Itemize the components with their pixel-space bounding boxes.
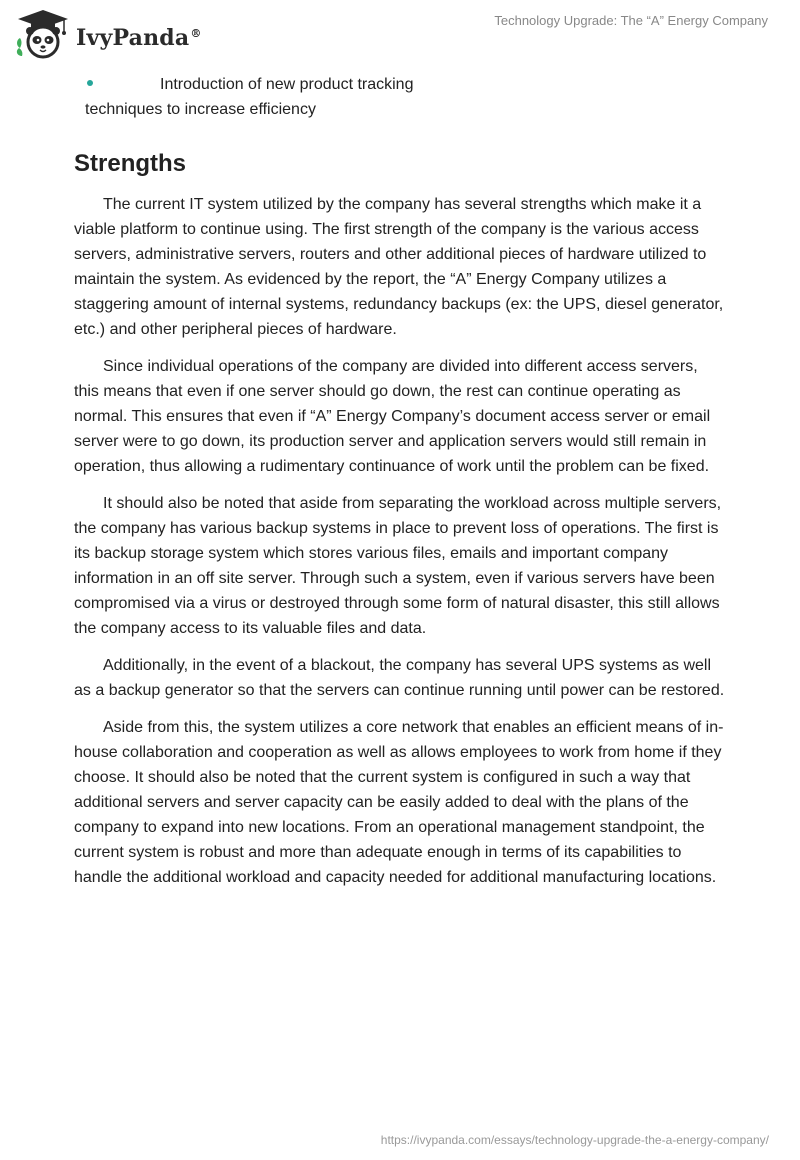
document-title: Technology Upgrade: The “A” Energy Company xyxy=(494,13,768,28)
ivypanda-logo[interactable] xyxy=(14,8,202,60)
panda-graduation-cap-icon xyxy=(14,8,72,60)
essay-content xyxy=(74,72,726,902)
paragraph-3: It should also be noted that aside from separating the workload across multiple servers, the company has various backup systems in place to prevent loss of operations. The first is its backup storage system which stores various files, emails and important company information in an off site server. Through such a system, even if various servers have been compromised via a virus or destroyed through some form of natural disaster, this still allows the company access to its valuable files and data. xyxy=(74,495,722,637)
brand-name: IvyPanda® xyxy=(76,25,202,51)
bullet-text-line-2: techniques to increase efficiency xyxy=(85,101,316,118)
paragraph-2: Since individual operations of the company are divided into different access servers, this means that even if one server should go down, the rest can continue operating as normal. This ensures that even if “A” Energy Company’s document access server or email server were to go down, its production server and application servers would still remain in operation, thus allowing a rudimentary continuance of work until the problem can be fixed. xyxy=(74,358,711,475)
registered-mark: ® xyxy=(190,26,202,40)
bullet-text-line-1: Introduction of new product tracking xyxy=(160,76,414,93)
paragraph-4: Additionally, in the event of a blackout, the company has several UPS systems as well as a backup generator so that the servers can continue running until power can be restored. xyxy=(74,657,725,699)
paragraph-1: The current IT system utilized by the company has several strengths which make it a viable platform to continue using. The first strength of the company is the various access servers, administrative servers, routers and other additional pieces of hardware utilized to maintain the system. As evidenced by the report, the “A” Energy Company utilizes a staggering amount of internal systems, redundancy backups (ex: the UPS, diesel generator, etc.) and other peripheral pieces of hardware. xyxy=(74,196,724,338)
paragraph-5: Aside from this, the system utilizes a core network that enables an efficient means of in-house collaboration and cooperation as well as allows employees to work from home if they choose. It should also be noted that the current system is configured in such a way that additional servers and server capacity can be easily added to deal with the plans of the company to expand into new locations. From an operational management standpoint, the current system is robust and more than adequate enough in terms of its capabilities to handle the additional workload and capacity needed for additional manufacturing locations. xyxy=(74,719,724,886)
list-item xyxy=(85,72,726,122)
section-heading: Strengths xyxy=(74,150,187,177)
bullet-dot-icon xyxy=(87,80,93,86)
source-url[interactable]: https://ivypanda.com/essays/technology-upgrade-the-a-energy-company/ xyxy=(380,1133,769,1147)
page-header xyxy=(0,0,800,70)
